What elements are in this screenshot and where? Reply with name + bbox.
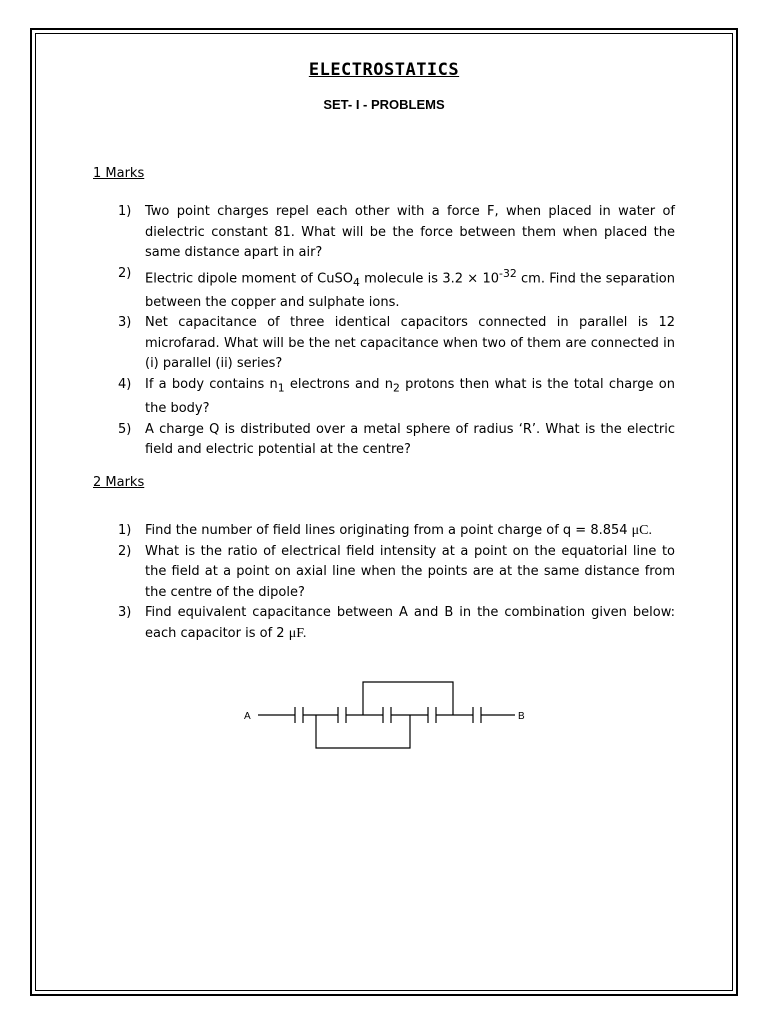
unit-symbol: μC. (631, 523, 653, 538)
question-text: Find the number of field lines originating from a point charge of q = 8.854 (145, 523, 632, 538)
question-item (118, 603, 675, 644)
question-text: Net capacitance of three identical capacitors connected in parallel is 12 microfarad. What will be the net capacitance when two of them are connected in (i) parallel (ii) series? (145, 315, 675, 372)
question-number: 4) (118, 376, 132, 392)
capacitor-2 (338, 707, 346, 723)
question-list-1-marks (118, 202, 675, 461)
question-text-part: If a body contains n (145, 376, 278, 392)
question-item (118, 542, 675, 604)
question-number: 3) (118, 605, 132, 620)
unit-symbol: μF. (288, 625, 307, 641)
section-heading-2-marks: 2 Marks (93, 475, 145, 490)
question-text-part: protons then what is the total charge on the body? (145, 376, 675, 417)
question-text-part: electrons and n (284, 376, 393, 392)
question-list-2-marks (118, 521, 675, 644)
question-text: Find equivalent capacitance between A and B in the combination given below: each capacitor is of 2 (145, 605, 675, 641)
question-number: 5) (118, 421, 132, 437)
question-text-part: molecule is 3.2 × 10 (359, 270, 500, 286)
question-text: What is the ratio of electrical field intensity at a point on the equatorial line to the field at a point on axial line when the points are at the same distance from the centre of the dipole? (145, 543, 675, 600)
question-item (118, 264, 675, 314)
terminal-label-b: B (518, 711, 525, 722)
document-title: ELECTROSTATICS (308, 60, 460, 80)
capacitor-circuit-diagram (238, 678, 538, 758)
question-item (118, 375, 675, 420)
question-number: 2) (118, 265, 132, 281)
capacitor-3 (383, 707, 391, 723)
question-text-part: Electric dipole moment of CuSO (145, 270, 353, 286)
question-item (118, 521, 675, 542)
question-text: Two point charges repel each other with a force F, when placed in water of dielectric constant 81. What will be the force between them when placed the same distance apart in air? (145, 204, 675, 260)
capacitor-4 (428, 707, 436, 723)
capacitor-5 (473, 707, 481, 723)
terminal-label-a: A (244, 711, 251, 722)
question-number: 1) (118, 523, 132, 538)
question-item (118, 420, 675, 461)
question-number: 1) (118, 204, 132, 219)
subscript: 1 (277, 381, 285, 395)
question-number: 3) (118, 315, 132, 331)
question-item (118, 202, 675, 264)
document-subtitle: SET- I - PROBLEMS (323, 97, 445, 112)
section-heading-1-marks: 1 Marks (93, 166, 145, 181)
capacitor-1 (295, 707, 303, 723)
subscript: 4 (352, 275, 360, 289)
question-text-part: cm. Find the separation between the copper and sulphate ions. (145, 270, 675, 310)
question-text: A charge Q is distributed over a metal sphere of radius ‘R’. What is the electric field and electric potential at the centre? (145, 421, 675, 458)
question-item (118, 313, 675, 375)
superscript: -32 (499, 266, 517, 280)
question-number: 2) (118, 543, 132, 559)
wire-lower-loop (316, 715, 410, 748)
subscript: 2 (392, 381, 400, 395)
wire-upper-loop (363, 682, 453, 715)
